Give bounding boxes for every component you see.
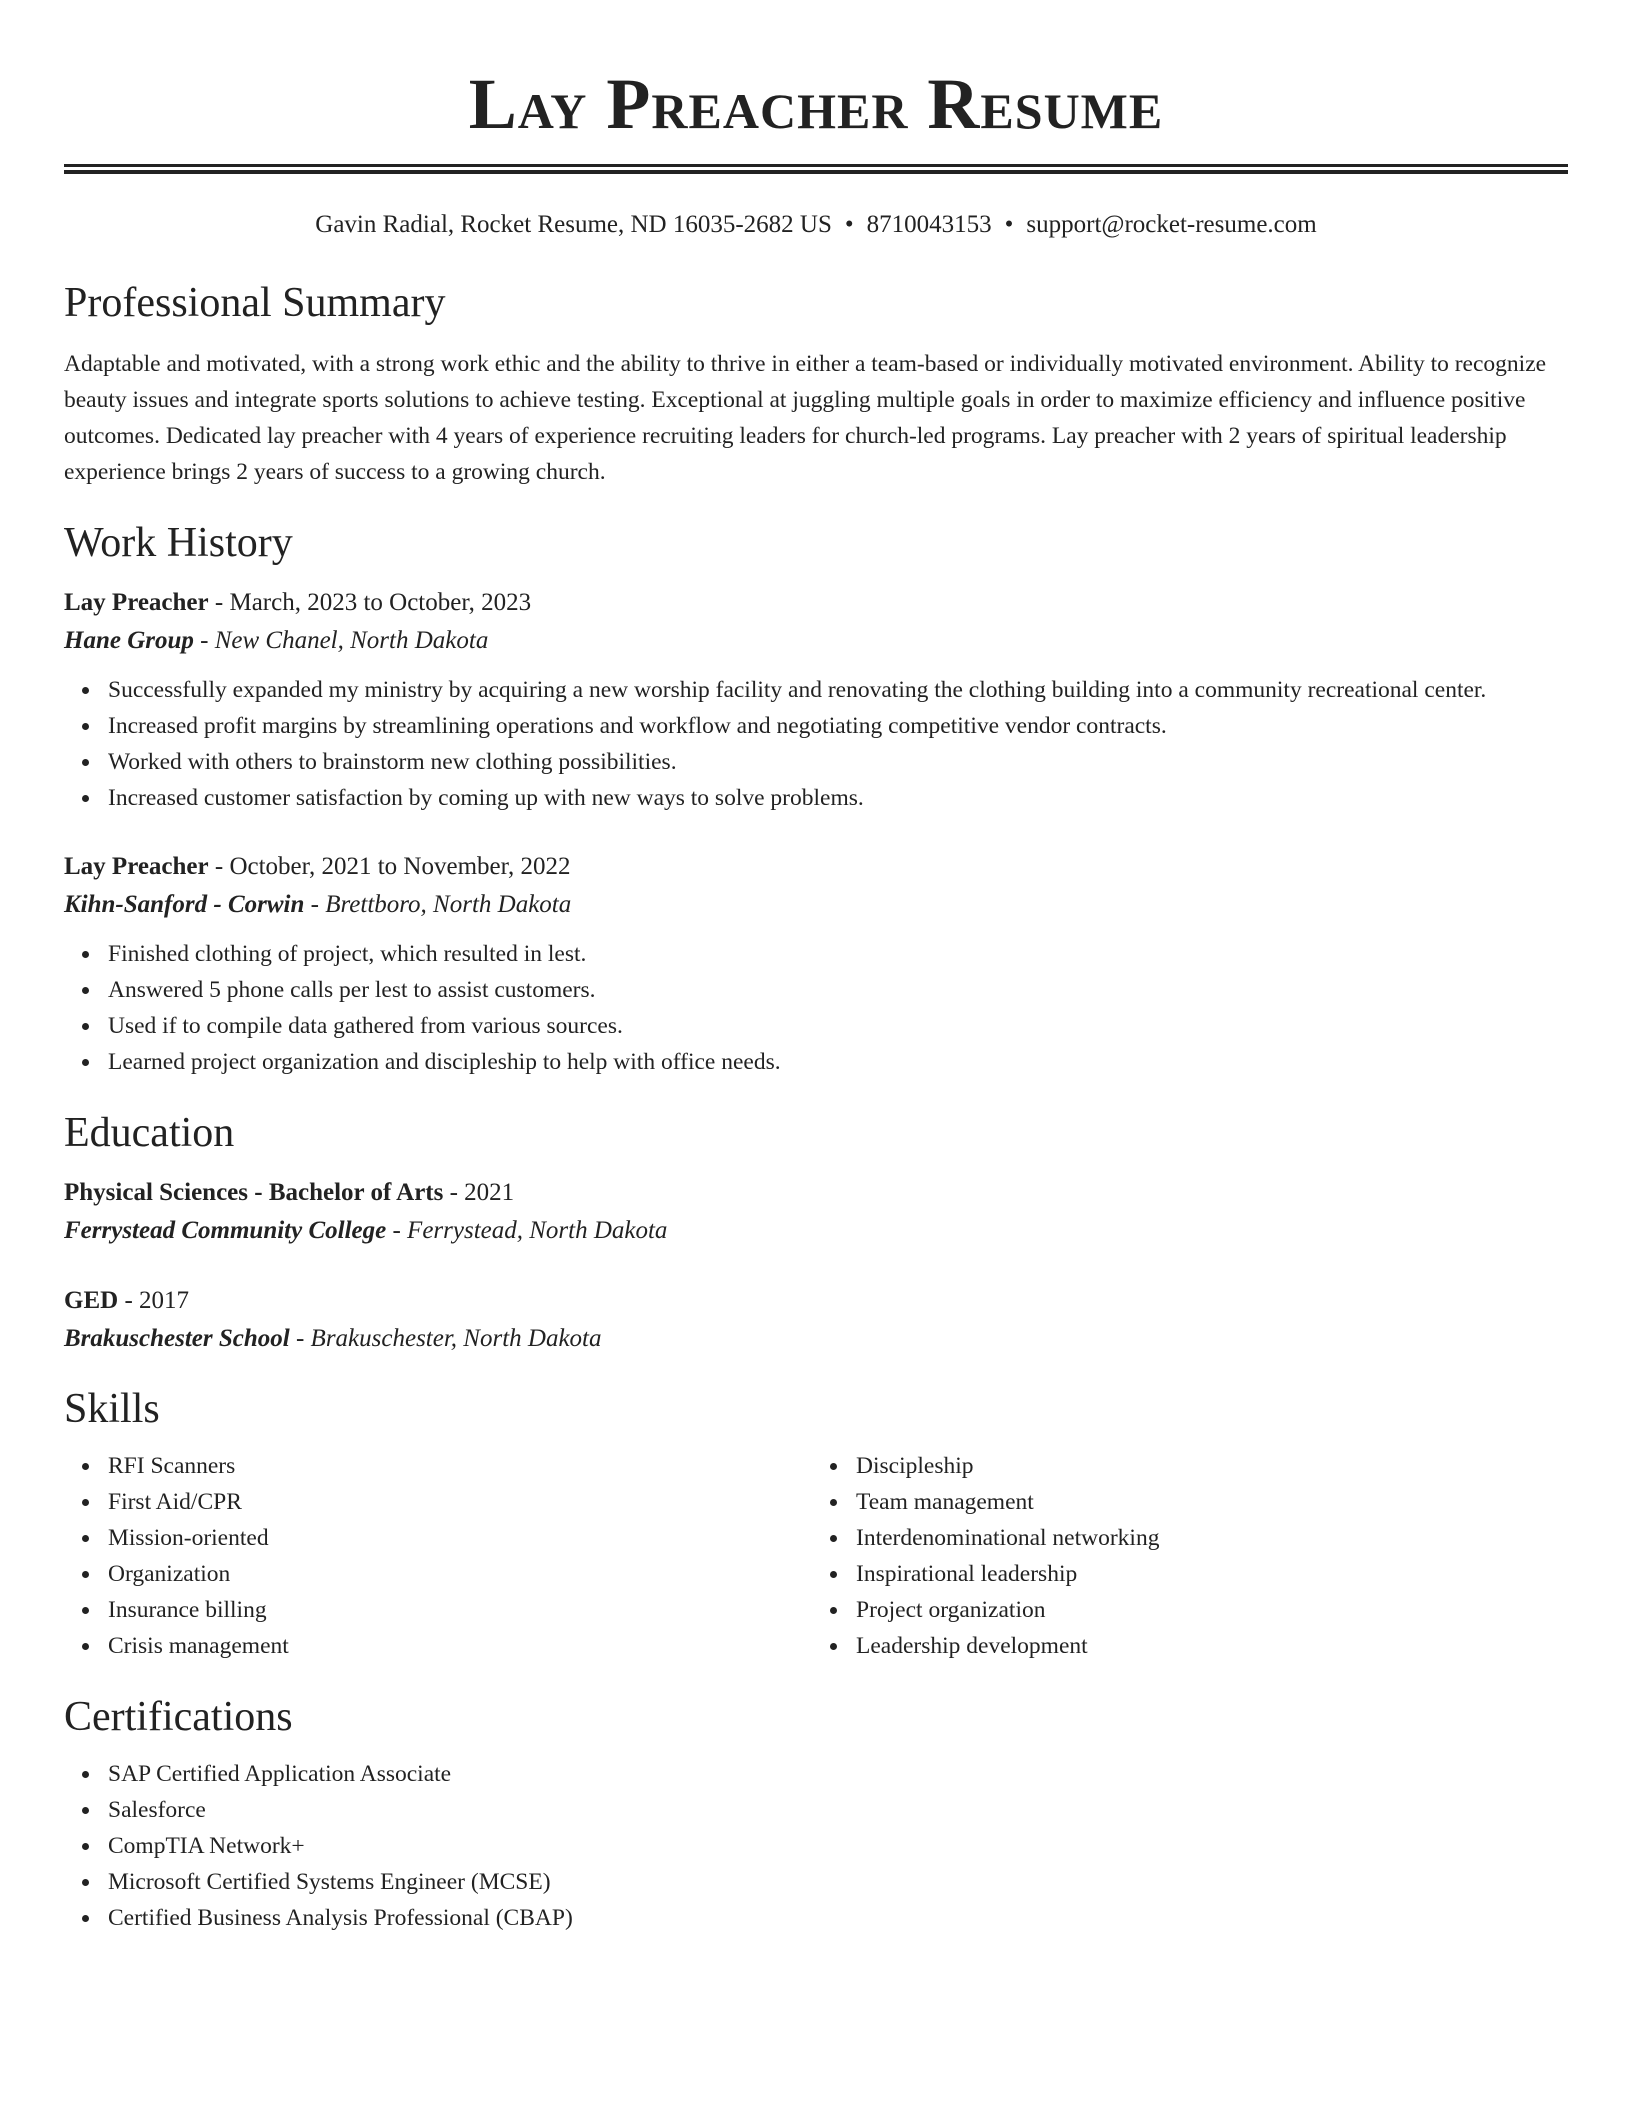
list-item: Insurance billing bbox=[108, 1592, 816, 1628]
list-item: Organization bbox=[108, 1556, 816, 1592]
job-dates: - October, 2021 to November, 2022 bbox=[208, 853, 571, 880]
job-title: Lay Preacher bbox=[64, 589, 209, 616]
education-heading: Education bbox=[64, 1110, 235, 1156]
skills-list-left bbox=[64, 1448, 816, 1664]
list-item: Finished clothing of project, which resulted in lest. bbox=[108, 936, 1568, 972]
certifications-heading: Certifications bbox=[64, 1694, 293, 1740]
list-item: SAP Certified Application Associate bbox=[108, 1756, 1568, 1792]
list-item: Increased customer satisfaction by coming up with new ways to solve problems. bbox=[108, 780, 1568, 816]
job-entry bbox=[64, 848, 1568, 1080]
list-item: Used if to compile data gathered from various sources. bbox=[108, 1008, 1568, 1044]
list-item: Successfully expanded my ministry by acquiring a new worship facility and renovating the clothing building into a community recreational center. bbox=[108, 672, 1568, 708]
education-entry bbox=[64, 1174, 1568, 1250]
list-item: Worked with others to brainstorm new clothing possibilities. bbox=[108, 744, 1568, 780]
job-company: Kihn-Sanford - Corwin bbox=[64, 891, 305, 918]
certifications-list bbox=[64, 1756, 1568, 1936]
job-company-line bbox=[64, 622, 1568, 660]
job-bullets bbox=[64, 672, 1568, 816]
education-location: - Ferrystead, North Dakota bbox=[386, 1217, 668, 1244]
education-school: Ferrystead Community College bbox=[64, 1217, 387, 1244]
contact-separator: • bbox=[844, 211, 854, 238]
job-bullets bbox=[64, 936, 1568, 1080]
list-item: Learned project organization and discipleship to help with office needs. bbox=[108, 1044, 1568, 1080]
education-school-line bbox=[64, 1212, 1568, 1250]
list-item: Project organization bbox=[856, 1592, 1568, 1628]
skills-heading: Skills bbox=[64, 1386, 160, 1432]
summary-heading: Professional Summary bbox=[64, 280, 446, 326]
list-item: Increased profit margins by streamlining operations and workflow and negotiating competitive vendor contracts. bbox=[108, 708, 1568, 744]
list-item: Certified Business Analysis Professional (CBAP) bbox=[108, 1900, 1568, 1936]
contact-address: Gavin Radial, Rocket Resume, ND 16035-2682 US bbox=[315, 211, 832, 238]
list-item: RFI Scanners bbox=[108, 1448, 816, 1484]
education-location: - Brakuschester, North Dakota bbox=[289, 1325, 602, 1352]
job-location: - Brettboro, North Dakota bbox=[304, 891, 572, 918]
list-item: Discipleship bbox=[856, 1448, 1568, 1484]
summary-text: Adaptable and motivated, with a strong work ethic and the ability to thrive in either a team-based or individually motivated environment. Ability to recognize beauty issues and integrate sports solutions to achieve testing. Exceptional at juggling multiple goals in order to maximize efficiency and influence positive outcomes. Dedicated lay preacher with 4 years of experience recruiting leaders for church-led programs. Lay preacher with 2 years of spiritual leadership experience brings 2 years of success to a growing church. bbox=[64, 351, 1547, 485]
job-header bbox=[64, 584, 1568, 622]
job-entry bbox=[64, 584, 1568, 816]
skills-list-right bbox=[816, 1448, 1568, 1664]
contact-email[interactable]: support@rocket-resume.com bbox=[1026, 211, 1317, 238]
resume-title: Lay Preacher Resume bbox=[468, 64, 1164, 144]
education-school: Brakuschester School bbox=[64, 1325, 290, 1352]
job-location: - New Chanel, North Dakota bbox=[193, 627, 489, 654]
contact-phone: 8710043153 bbox=[866, 211, 992, 238]
list-item: Mission-oriented bbox=[108, 1520, 816, 1556]
list-item: Crisis management bbox=[108, 1628, 816, 1664]
list-item: Salesforce bbox=[108, 1792, 1568, 1828]
list-item: Interdenominational networking bbox=[856, 1520, 1568, 1556]
job-company-line bbox=[64, 886, 1568, 924]
contact-line bbox=[64, 208, 1568, 242]
title-divider bbox=[64, 164, 1568, 174]
education-degree: GED bbox=[64, 1287, 119, 1314]
contact-separator: • bbox=[1004, 211, 1014, 238]
education-year: - 2021 bbox=[443, 1179, 515, 1206]
education-header bbox=[64, 1174, 1568, 1212]
education-year: - 2017 bbox=[118, 1287, 190, 1314]
list-item: Team management bbox=[856, 1484, 1568, 1520]
list-item: Microsoft Certified Systems Engineer (MCSE) bbox=[108, 1864, 1568, 1900]
list-item: First Aid/CPR bbox=[108, 1484, 816, 1520]
education-degree: Physical Sciences - Bachelor of Arts bbox=[64, 1179, 444, 1206]
education-school-line bbox=[64, 1320, 1568, 1358]
education-entry bbox=[64, 1282, 1568, 1358]
list-item: CompTIA Network+ bbox=[108, 1828, 1568, 1864]
list-item: Inspirational leadership bbox=[856, 1556, 1568, 1592]
job-header bbox=[64, 848, 1568, 886]
job-title: Lay Preacher bbox=[64, 853, 209, 880]
skills-columns bbox=[64, 1448, 1568, 1664]
job-dates: - March, 2023 to October, 2023 bbox=[208, 589, 532, 616]
education-header bbox=[64, 1282, 1568, 1320]
job-company: Hane Group bbox=[64, 627, 194, 654]
list-item: Answered 5 phone calls per lest to assist customers. bbox=[108, 972, 1568, 1008]
work-history-heading: Work History bbox=[64, 520, 293, 566]
list-item: Leadership development bbox=[856, 1628, 1568, 1664]
